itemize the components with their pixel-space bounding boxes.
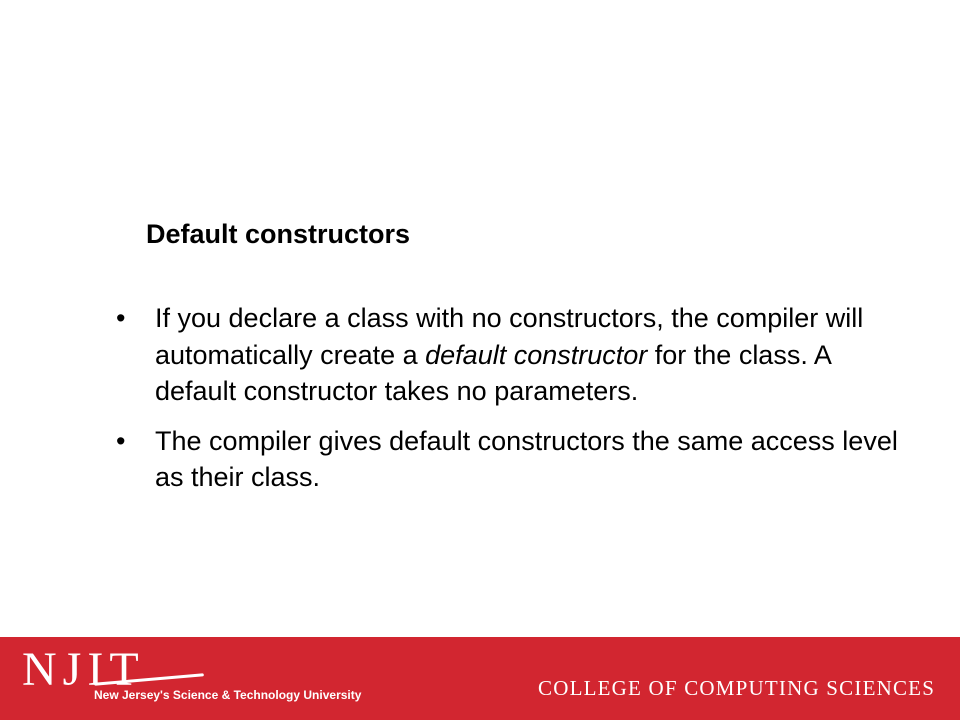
bullet-text-segment: for the class. A default constructor takes no parameters. bbox=[155, 339, 831, 406]
njit-logo bbox=[22, 644, 362, 714]
logo-letters: NJIT bbox=[22, 643, 145, 696]
bullet-icon: • bbox=[116, 425, 126, 456]
slide-title: Default constructors bbox=[146, 219, 411, 249]
logo-tagline: New Jersey's Science & Technology University bbox=[94, 688, 362, 702]
bullet-list bbox=[110, 300, 910, 509]
bullet-text-italic: default constructor bbox=[425, 339, 648, 370]
bullet-icon: • bbox=[116, 303, 126, 333]
bullet-item bbox=[110, 300, 910, 410]
bullet-text-segment: The compiler gives default constructors the same access level as their class. bbox=[155, 425, 898, 492]
college-name: COLLEGE OF COMPUTING SCIENCES bbox=[538, 676, 936, 700]
bullet-text-segment: If you declare a class with no constructors, the compiler will automatically create a bbox=[155, 303, 864, 370]
bullet-item bbox=[110, 423, 910, 496]
